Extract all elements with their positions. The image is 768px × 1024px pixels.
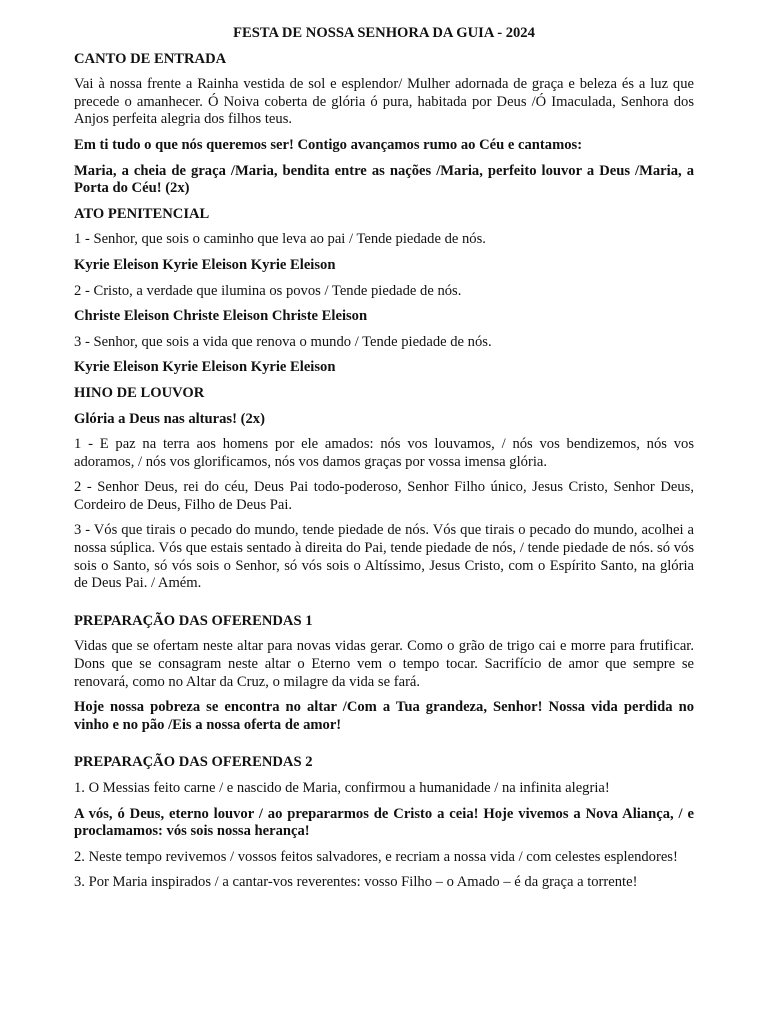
paragraph-bold: Glória a Deus nas alturas! (2x) bbox=[74, 410, 265, 427]
paragraph-bold: Kyrie Eleison Kyrie Eleison Kyrie Eleison bbox=[74, 359, 336, 376]
paragraph-bold: Hoje nossa pobreza se encontra no altar /Com a Tua grandeza, Senhor! Nossa vida perdida no vinho e no pão /Eis a nossa oferta de amor! bbox=[74, 699, 694, 733]
heading-hino-de-louvor: HINO DE LOUVOR bbox=[74, 384, 205, 401]
paragraph: 1. O Messias feito carne / e nascido de Maria, confirmou a humanidade / na infinita alegria! bbox=[74, 780, 610, 796]
paragraph: Vai à nossa frente a Rainha vestida de sol e esplendor/ Mulher adornada de graça e beleza és a luz que precede o amanhecer. Ó Noiva coberta de glória ó pura, habitada por Deus /Ó Imaculada, Senhora dos Anjos perfeita alegria dos filhos teus. bbox=[74, 76, 694, 128]
paragraph: Vidas que se ofertam neste altar para novas vidas gerar. Como o grão de trigo cai e morre para frutificar. Dons que se consagram neste altar o Eterno vem o tempo tocar. Sacrifício de amor que sempre se renovará, como no Altar da Cruz, o milagre da vida se fará. bbox=[74, 638, 694, 690]
document-page bbox=[74, 25, 694, 900]
paragraph: 3. Por Maria inspirados / a cantar-vos reverentes: vosso Filho – o Amado – é da graça a torrente! bbox=[74, 874, 638, 891]
paragraph: 3 - Vós que tirais o pecado do mundo, tende piedade de nós. Vós que tirais o pecado do mundo, acolhei a nossa súplica. Vós que estais sentado à direita do Pai, tende piedade de nós, / tende piedade de nós. só vós sois o Santo, só vós sois o Senhor, só vós sois o Altíssimo, Jesus Cristo, com o Espírito Santo, na glória de Deus Pai. / Amém. bbox=[74, 522, 694, 592]
document-title: FESTA DE NOSSA SENHORA DA GUIA - 2024 bbox=[233, 25, 535, 41]
paragraph: 3 - Senhor, que sois a vida que renova o mundo / Tende piedade de nós. bbox=[74, 333, 492, 350]
paragraph: 1 - E paz na terra aos homens por ele amados: nós vos louvamos, / nós vos bendizemos, nós vos adoramos, / nós vos glorificamos, nós vos damos graças por vossa imensa glória. bbox=[74, 436, 694, 470]
heading-canto-de-entrada: CANTO DE ENTRADA bbox=[74, 50, 227, 67]
paragraph: 2 - Senhor Deus, rei do céu, Deus Pai todo-poderoso, Senhor Filho único, Jesus Cristo, Senhor Deus, Cordeiro de Deus, Filho de Deus Pai. bbox=[74, 479, 694, 513]
paragraph: 1 - Senhor, que sois o caminho que leva ao pai / Tende piedade de nós. bbox=[74, 231, 486, 248]
paragraph-bold: Christe Eleison Christe Eleison Christe Eleison bbox=[74, 308, 368, 325]
paragraph-bold: Kyrie Eleison Kyrie Eleison Kyrie Eleison bbox=[74, 256, 336, 273]
heading-preparacao-oferendas-2: PREPARAÇÃO DAS OFERENDAS 2 bbox=[74, 754, 313, 771]
paragraph-bold: A vós, ó Deus, eterno louvor / ao prepararmos de Cristo a ceia! Hoje vivemos a Nova Aliança, / e proclamamos: vós sois nossa herança! bbox=[74, 805, 694, 840]
paragraph-bold: Em ti tudo o que nós queremos ser! Contigo avançamos rumo ao Céu e cantamos: bbox=[74, 136, 583, 153]
heading-preparacao-oferendas-1: PREPARAÇÃO DAS OFERENDAS 1 bbox=[74, 612, 313, 629]
paragraph-bold: Maria, a cheia de graça /Maria, bendita entre as nações /Maria, perfeito louvor a Deus /Maria, a Porta do Céu! (2x) bbox=[74, 162, 694, 197]
paragraph: 2. Neste tempo revivemos / vossos feitos salvadores, e recriam a nossa vida / com celestes esplendores! bbox=[74, 848, 678, 865]
heading-ato-penitencial: ATO PENITENCIAL bbox=[74, 205, 210, 222]
paragraph: 2 - Cristo, a verdade que ilumina os povos / Tende piedade de nós. bbox=[74, 282, 462, 299]
